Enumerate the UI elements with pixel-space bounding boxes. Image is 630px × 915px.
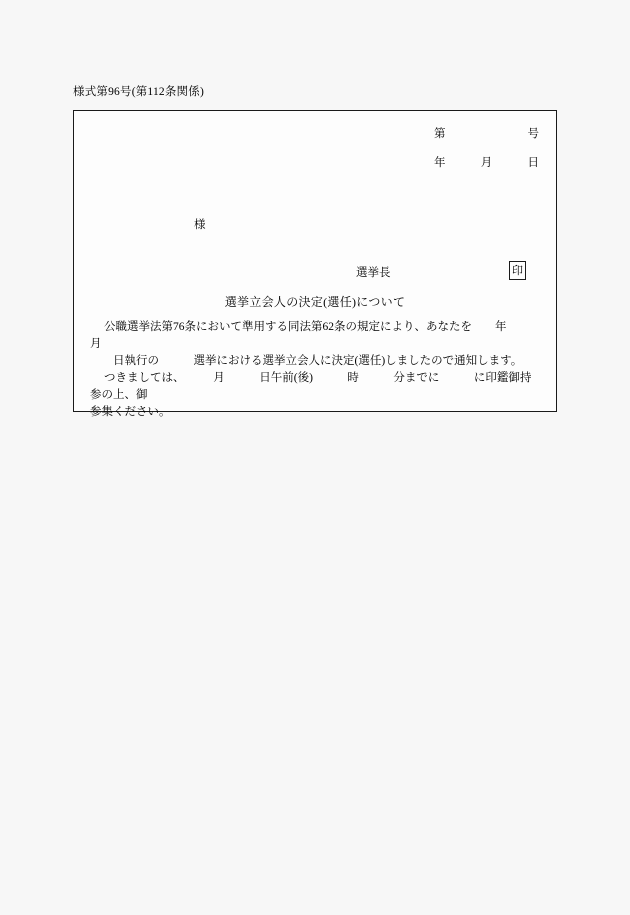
body-paragraph-3: つきましては、 月 日午前(後) 時 分までに に印鑑御持参の上、御: [90, 372, 532, 401]
signer-title-label: 選挙長: [356, 267, 391, 279]
document-date-row: [434, 154, 539, 170]
document-number-label: 第: [434, 128, 446, 140]
addressee-honorific: 様: [194, 219, 206, 231]
document-body: [90, 319, 542, 421]
body-paragraph-1: 公職選挙法第76条において準用する同法第62条の規定により、あなたを 年 月: [90, 321, 541, 350]
date-day-label: 日: [527, 157, 539, 169]
date-month-label: 月: [480, 157, 493, 169]
document-number-suffix: 号: [527, 128, 539, 140]
document-number-row: [434, 125, 539, 141]
document-title: 選挙立会人の決定(選任)について: [224, 295, 406, 309]
form-number: 様式第96号(第112条関係): [73, 86, 204, 98]
date-year-label: 年: [434, 157, 446, 169]
seal-stamp-icon: 印: [509, 261, 526, 280]
notice-form-box: [73, 110, 557, 418]
body-paragraph-2: 日執行の 選挙における選挙立会人に決定(選任)しましたので通知します。: [90, 355, 523, 367]
body-paragraph-4: 参集ください。: [90, 406, 171, 418]
